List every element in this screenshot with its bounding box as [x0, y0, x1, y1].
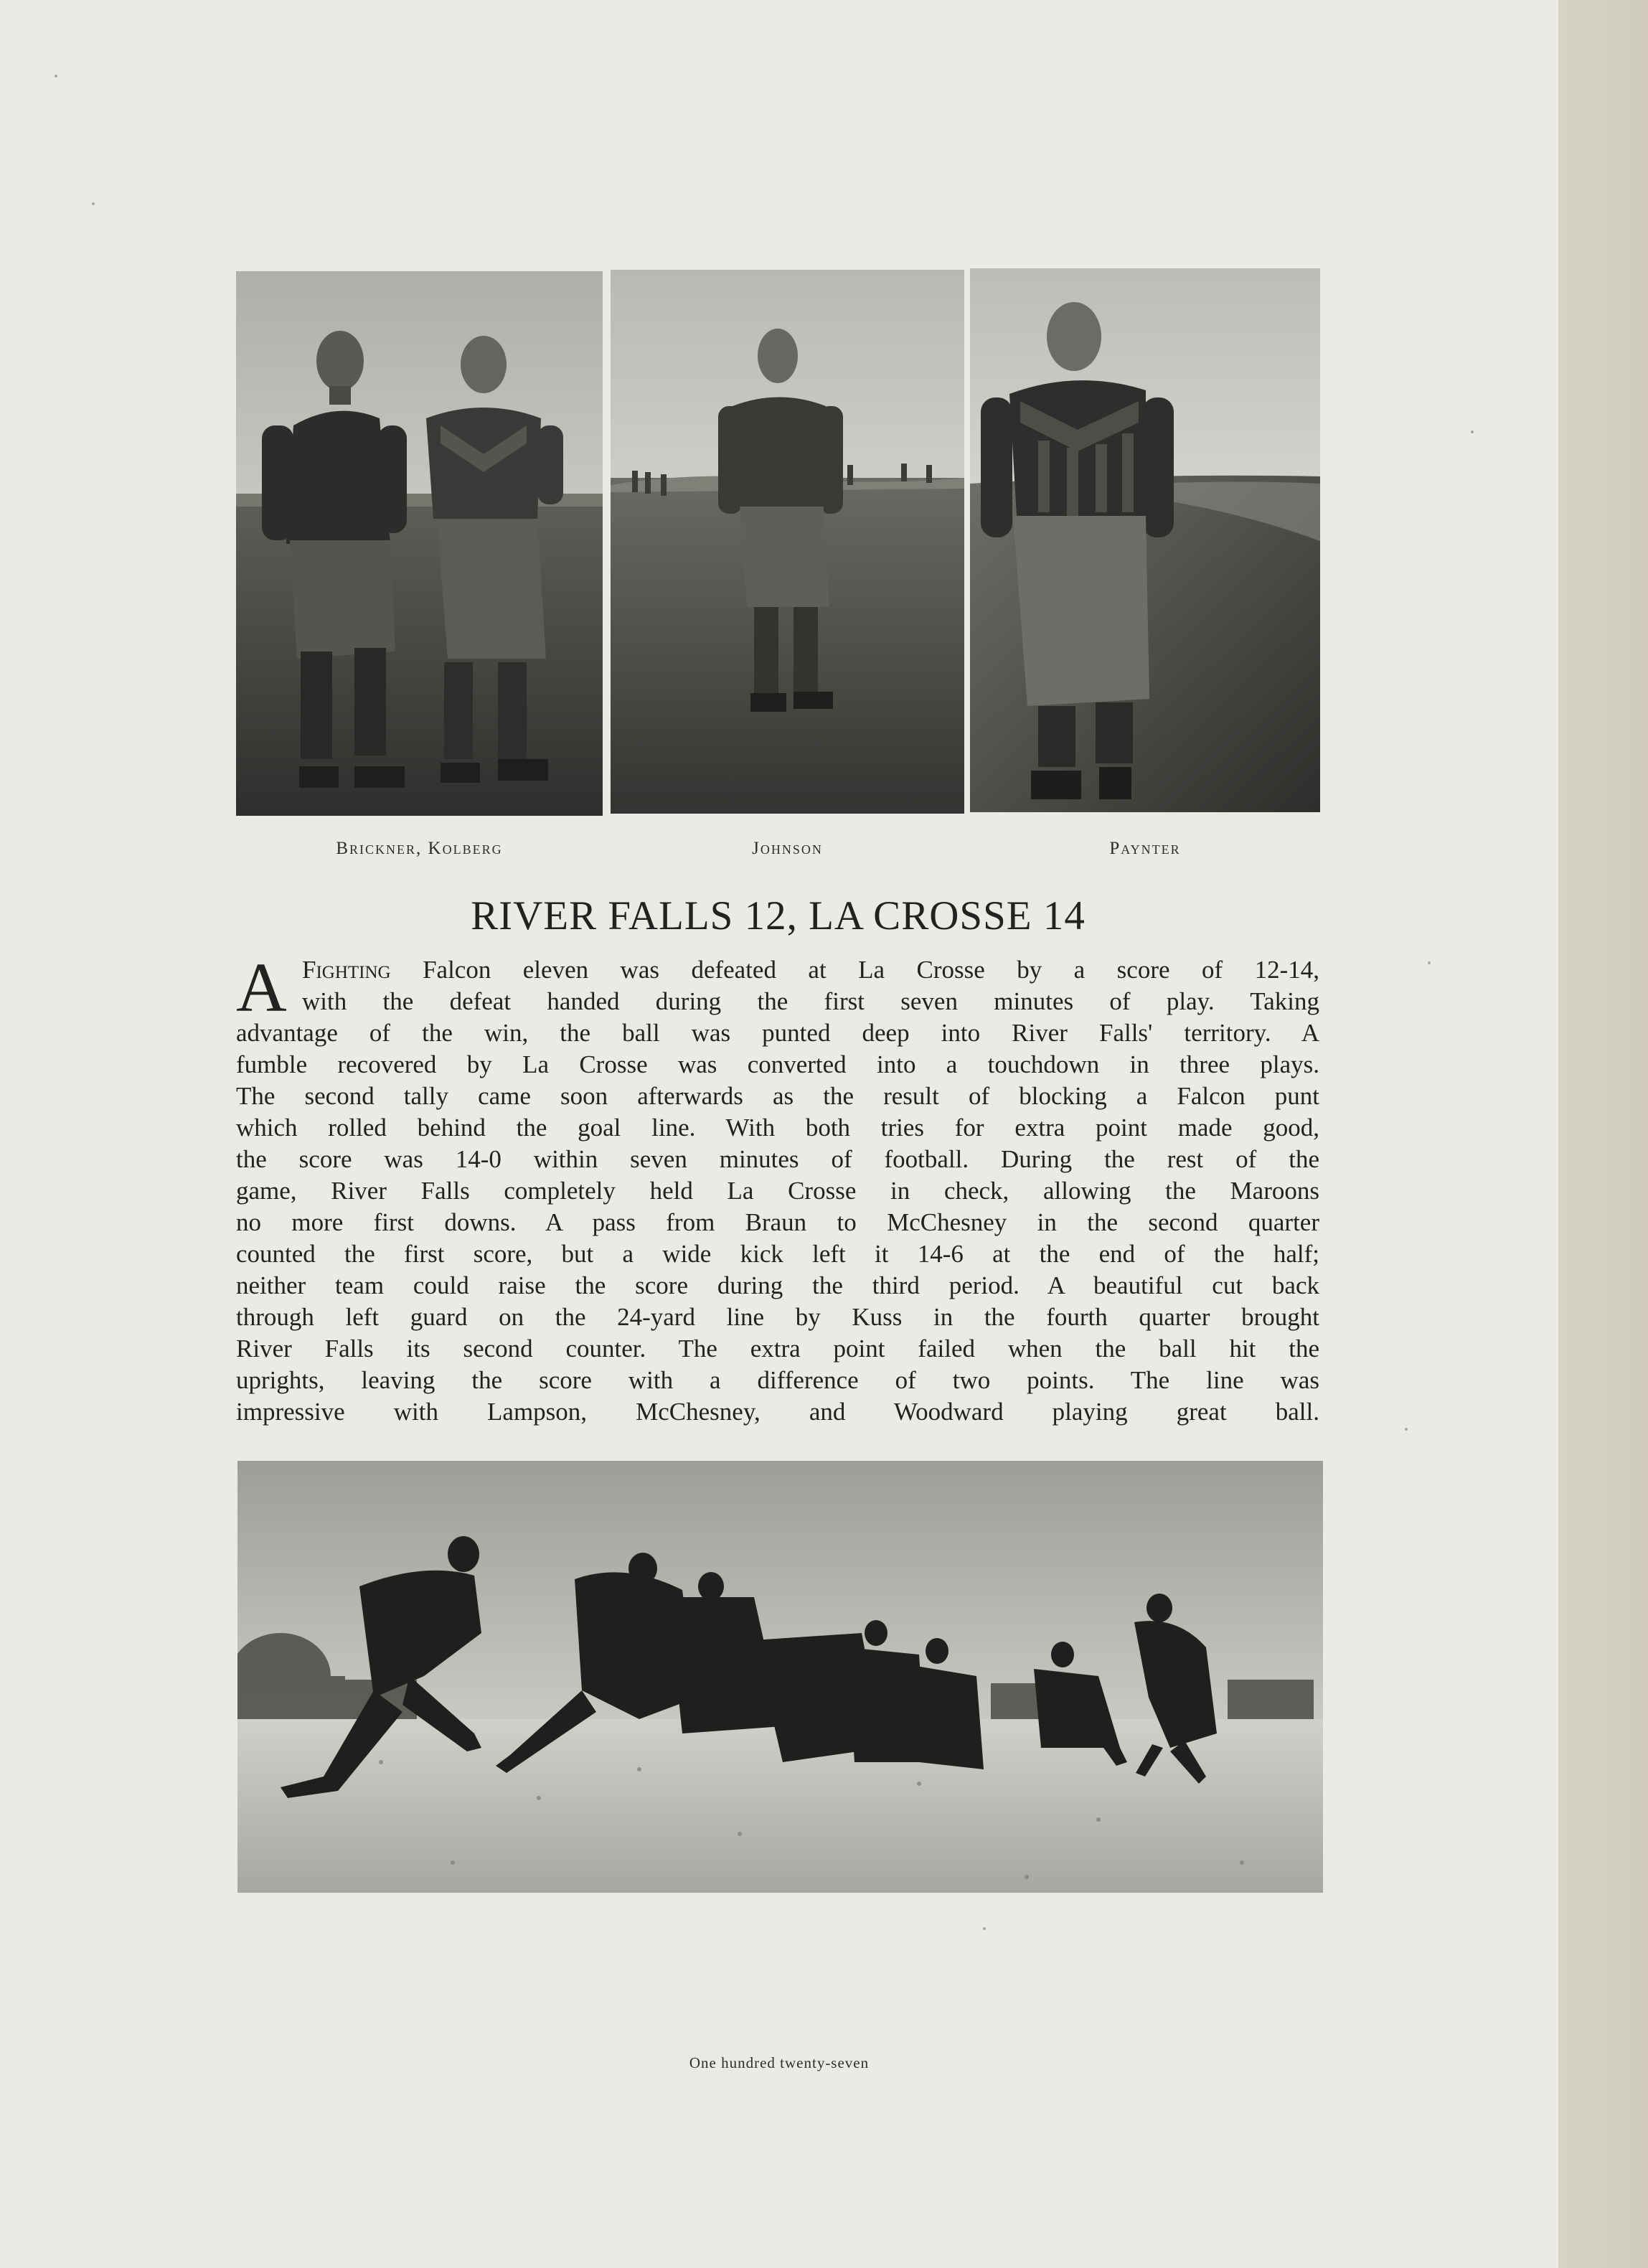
article-line [236, 954, 1319, 986]
photo-brickner-kolberg [236, 271, 603, 816]
article-line: which rolled behind the goal line. With both tries for extra point made good, [236, 1114, 1319, 1142]
caption-johnson: Johnson [752, 839, 823, 858]
article-line: the score was 14-0 within seven minutes of football. During the rest of the [236, 1145, 1319, 1173]
photo-johnson [611, 270, 964, 814]
article-line: impressive with Lampson, McChesney, and Woodward playing great ball. [236, 1398, 1319, 1426]
paper-speck [92, 202, 95, 205]
page-edge-shadow [1558, 0, 1648, 2268]
article-line: River Falls its second counter. The extra point failed when the ball hit the [236, 1335, 1319, 1363]
article-body [236, 949, 1319, 1428]
article-line: neither team could raise the score during the third period. A beautiful cut back [236, 1271, 1319, 1299]
paper-speck [55, 75, 57, 77]
article-line: advantage of the win, the ball was punted deep into River Falls' territory. A [236, 1019, 1319, 1047]
caption-paynter: Paynter [1109, 839, 1181, 858]
paper-speck [983, 1927, 986, 1930]
paper-speck [1405, 1428, 1408, 1431]
photo-game-action [237, 1461, 1323, 1893]
lead-word: Fighting [302, 956, 391, 984]
photo-paynter [970, 268, 1320, 812]
article-line: fumble recovered by La Crosse was converted into a touchdown in three plays. [236, 1050, 1319, 1078]
paper-speck [1471, 430, 1474, 433]
paper-speck [1428, 961, 1431, 964]
article-line: through left guard on the 24-yard line by Kuss in the fourth quarter brought [236, 1303, 1319, 1331]
article-line: uprights, leaving the score with a difference of two points. The line was [236, 1366, 1319, 1394]
article-line: no more first downs. A pass from Braun to McChesney in the second quarter [236, 1208, 1319, 1236]
article-line-text: Falcon eleven was defeated at La Crosse by a score of 12-14, [390, 956, 1319, 984]
page-number: One hundred twenty-seven [689, 2054, 870, 2071]
caption-brickner-kolberg: Brickner, Kolberg [336, 839, 503, 858]
article-line: game, River Falls completely held La Crosse in check, allowing the Maroons [236, 1177, 1319, 1205]
article-line: with the defeat handed during the first seven minutes of play. Taking [302, 987, 1319, 1015]
drop-cap: A [236, 949, 287, 1027]
article-line: The second tally came soon afterwards as the result of blocking a Falcon punt [236, 1082, 1319, 1110]
article-title: RIVER FALLS 12, LA CROSSE 14 [471, 893, 1086, 938]
article-line: counted the first score, but a wide kick left it 14-6 at the end of the half; [236, 1240, 1319, 1268]
